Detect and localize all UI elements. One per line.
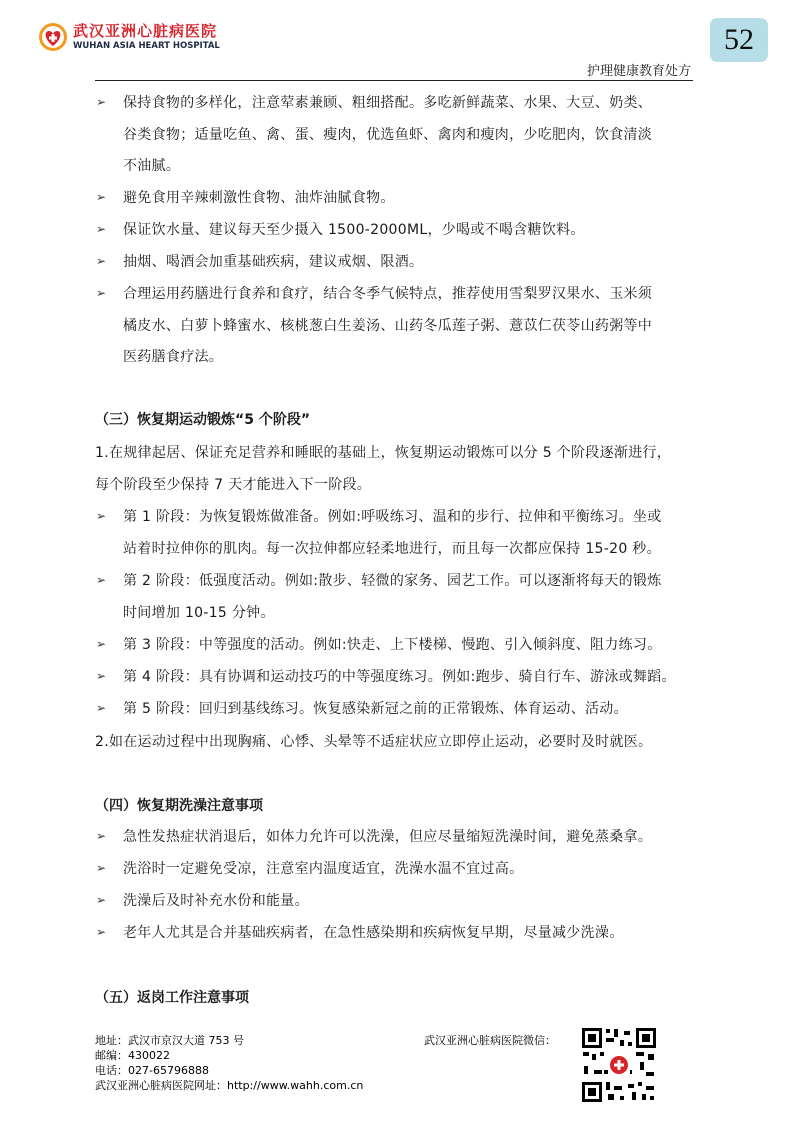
footer-wechat-label: 武汉亚洲心脏病医院微信： — [424, 1034, 556, 1047]
section-title: 护理健康教育处方 — [586, 64, 691, 79]
stage-4: 第 4 阶段：具有协调和运动技巧的中等强度练习。例如:跑步、骑自行车、游泳或舞蹈。 — [123, 669, 676, 685]
arrowhead-bullet-icon: ➢ — [96, 254, 107, 268]
hospital-logo — [38, 22, 220, 52]
arrowhead-bullet-icon: ➢ — [96, 861, 107, 875]
footer-phone: 电话：027-65796888 — [95, 1064, 209, 1077]
stage-1-line-2: 站着时拉伸你的肌肉。每一次拉伸都应轻柔地进行，而且每一次都应保持 15-20 秒。 — [123, 541, 661, 557]
stage-2-line-2: 时间增加 10-15 分钟。 — [123, 605, 275, 621]
exercise-intro-line-2: 每个阶段至少保持 7 天才能进入下一阶段。 — [95, 477, 372, 493]
arrowhead-bullet-icon: ➢ — [96, 509, 107, 523]
stage-5: 第 5 阶段：回归到基线练习。恢复感染新冠之前的正常锻炼、体育运动、活动。 — [123, 701, 628, 717]
diet-bullet-4: 抽烟、喝酒会加重基础疾病，建议戒烟、限酒。 — [123, 254, 424, 270]
arrowhead-bullet-icon: ➢ — [96, 286, 107, 300]
stage-3: 第 3 阶段：中等强度的活动。例如:快走、上下楼梯、慢跑、引入倾斜度、阻力练习。 — [123, 637, 662, 653]
arrowhead-bullet-icon: ➢ — [96, 829, 107, 843]
bathing-bullet-1: 急性发热症状消退后，如体力允许可以洗澡，但应尽量缩短洗澡时间，避免蒸桑拿。 — [123, 829, 653, 845]
hospital-name-en: WUHAN ASIA HEART HOSPITAL — [73, 40, 220, 51]
arrowhead-bullet-icon: ➢ — [96, 669, 107, 683]
heart-hospital-logo-icon — [38, 22, 68, 52]
footer-website: 武汉亚洲心脏病医院网址：http://www.wahh.com.cn — [95, 1079, 364, 1092]
bathing-bullet-4: 老年人尤其是合并基础疾病者，在急性感染期和疾病恢复早期，尽量减少洗澡。 — [123, 925, 624, 941]
return-work-heading: （五）返岗工作注意事项 — [95, 990, 249, 1006]
arrowhead-bullet-icon: ➢ — [96, 701, 107, 715]
diet-bullet-1-line-3: 不油腻。 — [123, 158, 181, 174]
diet-bullet-2: 避免食用辛辣刺激性食物、油炸油腻食物。 — [123, 190, 395, 206]
header-divider — [95, 80, 693, 81]
page-number: 52 — [710, 18, 768, 62]
diet-bullet-1-line-1: 保持食物的多样化，注意荤素兼顾、粗细搭配。多吃新鲜蔬菜、水果、大豆、奶类、 — [123, 95, 653, 111]
arrowhead-bullet-icon: ➢ — [96, 222, 107, 236]
diet-bullet-3: 保证饮水量、建议每天至少摄入 1500-2000ML，少喝或不喝含糖饮料。 — [123, 222, 585, 238]
bathing-bullet-3: 洗澡后及时补充水份和能量。 — [123, 893, 309, 909]
footer-address: 地址：武汉市京汉大道 753 号 — [95, 1034, 244, 1047]
footer-postcode: 邮编：430022 — [95, 1049, 170, 1062]
arrowhead-bullet-icon: ➢ — [96, 190, 107, 204]
exercise-heading: （三）恢复期运动锻炼“5 个阶段” — [95, 412, 311, 428]
bathing-heading: （四）恢复期洗澡注意事项 — [95, 798, 263, 814]
bathing-bullet-2: 洗浴时一定避免受凉，注意室内温度适宜，洗澡水温不宜过高。 — [123, 861, 524, 877]
arrowhead-bullet-icon: ➢ — [96, 925, 107, 939]
exercise-intro-line-1: 1.在规律起居、保证充足营养和睡眠的基础上，恢复期运动锻炼可以分 5 个阶段逐渐进行， — [95, 445, 672, 461]
qr-code-icon — [580, 1026, 658, 1104]
diet-bullet-5-line-2: 橘皮水、白萝卜蜂蜜水、核桃葱白生姜汤、山药冬瓜莲子粥、薏苡仁茯苓山药粥等中 — [123, 318, 653, 334]
diet-bullet-5-line-3: 医药膳食疗法。 — [123, 349, 224, 365]
diet-bullet-5-line-1: 合理运用药膳进行食养和食疗，结合冬季气候特点，推荐使用雪梨罗汉果水、玉米须 — [123, 286, 653, 302]
hospital-name-cn: 武汉亚洲心脏病医院 — [73, 21, 218, 40]
exercise-note: 2.如在运动过程中出现胸痛、心悸、头晕等不适症状应立即停止运动，必要时及时就医。 — [95, 734, 653, 750]
arrowhead-bullet-icon: ➢ — [96, 637, 107, 651]
diet-bullet-1-line-2: 谷类食物；适量吃鱼、禽、蛋、瘦肉，优选鱼虾、禽肉和瘦肉，少吃肥肉，饮食清淡 — [123, 127, 653, 143]
stage-1-line-1: 第 1 阶段：为恢复锻炼做准备。例如:呼吸练习、温和的步行、拉伸和平衡练习。坐或 — [123, 509, 662, 525]
stage-2-line-1: 第 2 阶段：低强度活动。例如:散步、轻微的家务、园艺工作。可以逐渐将每天的锻炼 — [123, 573, 662, 589]
arrowhead-bullet-icon: ➢ — [96, 95, 107, 109]
arrowhead-bullet-icon: ➢ — [96, 573, 107, 587]
arrowhead-bullet-icon: ➢ — [96, 893, 107, 907]
